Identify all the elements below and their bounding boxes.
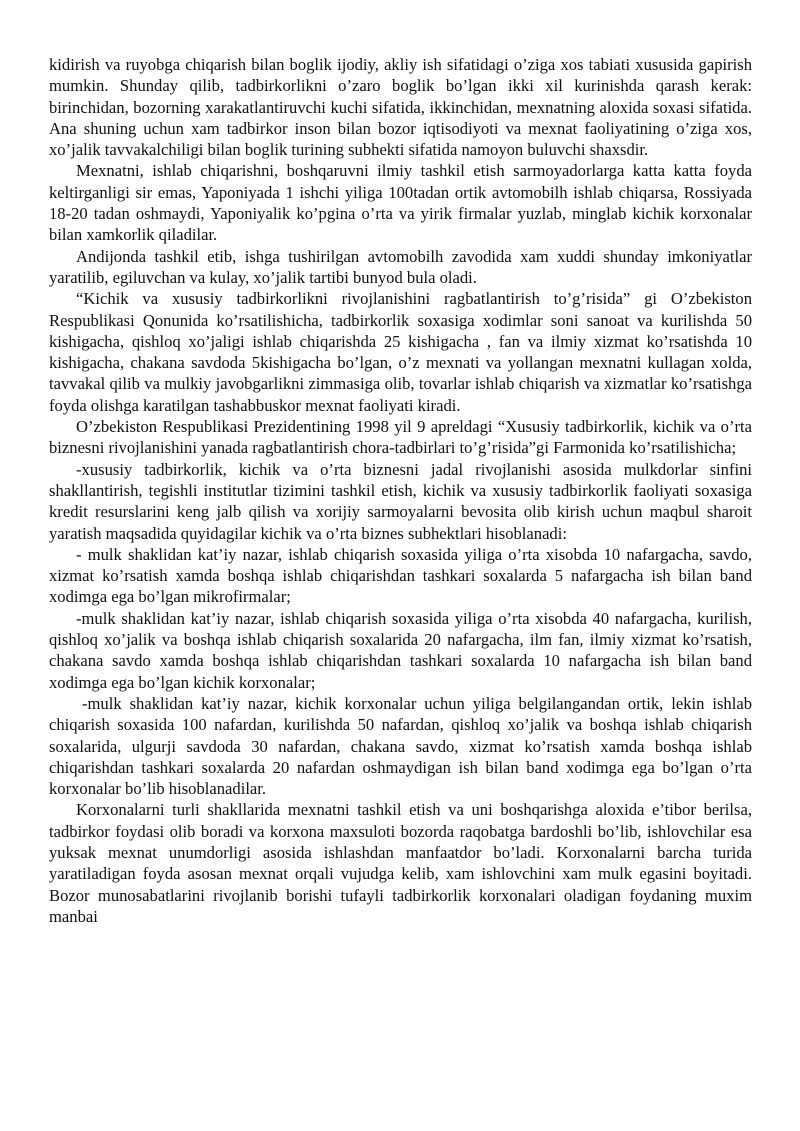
paragraph-4: “Kichik va xususiy tadbirkorlikni rivojlanishini ragbatlantirish to’g’risida” gi O’zbekiston Respublikasi Qonunida ko’rsatilishicha, tadbirkorlik soxasiga xodimlar soni sanoat va kurilishda 50 kishigacha, qishloq xo’jaligi ishlab chiqarishda 25 kishigacha , fan va ilmiy xizmat ko’rsatishda 10 kishigacha, chakana savdoda 5kishigacha bo’lgan, o’z mexnati va yollangan mexnatni kullagan xolda, tavvakal qilib va mulkiy javobgarlikni zimmasiga olib, tovarlar ishlab chiqarish va xizmatlar ko’rsatishga foyda olishga karatilgan tashabbuskor mexnat faoliyati kiradi. — [49, 289, 752, 415]
paragraph-7: - mulk shaklidan kat’iy nazar, ishlab chiqarish soxasida yiliga o’rta xisobda 10 nafargacha, savdo, xizmat ko’rsatish xamda boshqa ishlab chiqarishdan tashkari soxalarda 5 nafargacha ish bilan band xodimga ega bo’lgan mikrofirmalar; — [49, 544, 752, 607]
paragraph-3: Andijonda tashkil etib, ishga tushirilgan avtomobilh zavodida xam xuddi shunday imkoniyatlar yaratilib, egiluvchan va kulay, xo’jalik tartibi bunyod bula oladi. — [49, 246, 752, 287]
paragraph-10: Korxonalarni turli shakllarida mexnatni tashkil etish va uni boshqarishga aloxida e’tibor berilsa, tadbirkor foydasi olib boradi va korxona maxsuloti bozorda raqobatga bardoshli bo’lib, ishlovchilar esa yuksak mexnat unumdorligi asosida ishlashdan manfaatdor bo’ladi. Korxonalarni barcha turida yaratiladigan foyda asosan mexnat orqali vujudga kelib, xam ishlovchini xam mulk egasini boyitadi. Bozor munosabatlarini rivojlanib borishi tufayli tadbirkorlik korxonalari oladigan foydaning muxim manbai — [49, 800, 752, 926]
paragraph-9: -mulk shaklidan kat’iy nazar, kichik korxonalar uchun yiliga belgilangandan ortik, lekin ishlab chiqarish soxasida 100 nafardan, kurilishda 50 nafardan, qishloq xo’jalik va boshqa ishlab chiqarish soxalarida, ulgurji savdoda 30 nafardan, chakana savdo, xizmat ko’rsatish xamda boshqa ishlab chiqarishdan tashkari soxalarda 20 nafardan oshmaydigan ish bilan band xodimga ega bo’lgan o’rta korxonalar bo’lib hisoblanadilar. — [49, 693, 752, 799]
document-page — [49, 54, 752, 927]
paragraph-1: kidirish va ruyobga chiqarish bilan boglik ijodiy, akliy ish sifatidagi o’ziga xos tabiati xususida gapirish mumkin. Shunday qilib, tadbirkorlikni o’zaro boglik bo’lgan ikki xil kurinishda qarash kerak: birinchidan, bozorning xarakatlantiruvchi kuchi sifatida, ikkinchidan, mexnatning aloxida soxasi sifatida. Ana shuning uchun xam tadbirkor inson bilan bozor iqtisodiyoti va mexnat faoliyatining o’ziga xos, xo’jalik tavvakalchiligi bilan boglik turining subhekti sifatida namoyon buluvchi shaxsdir. — [49, 55, 752, 160]
paragraph-5: O’zbekiston Respublikasi Prezidentining 1998 yil 9 apreldagi “Xususiy tadbirkorlik, kichik va o’rta biznesni rivojlanishini yanada ragbatlantirish chora-tadbirlari to’g’risida”gi Farmonida ko’rsatilishicha; — [49, 417, 752, 458]
paragraph-2: Mexnatni, ishlab chiqarishni, boshqaruvni ilmiy tashkil etish sarmoyadorlarga katta katta foyda keltirganligi sir emas, Yaponiyada 1 ishchi yiliga 100tadan ortik avtomobilh ishlab chiqarsa, Rossiyada 18-20 tadan oshmaydi, Yaponiyalik ko’pgina o’rta va yirik firmalar yuzlab, minglab kichik korxonalar bilan xamkorlik qiladilar. — [49, 161, 752, 245]
paragraph-6: -xususiy tadbirkorlik, kichik va o’rta biznesni jadal rivojlanishi asosida mulkdorlar sinfini shakllantirish, tegishli institutlar tizimini tashkil etish, kichik va xususiy tadbirkorlik faoliyati soxasiga kredit resurslarini keng jalb qilish va xorijiy sarmoyalarni bevosita olib kirish uchun maqbul sharoit yaratish maqsadida quyidagilar kichik va o’rta biznes subhektlari hisoblanadi: — [49, 459, 752, 543]
paragraph-8: -mulk shaklidan kat’iy nazar, ishlab chiqarish soxasida yiliga o’rta xisobda 40 nafargacha, kurilish, qishloq xo’jalik va boshqa ishlab chiqarish soxalarida 20 nafargacha, ilm fan, ilmiy xizmat ko’rsatish, chakana savdo xamda boshqa ishlab chiqarishdan tashkari soxalarda 10 nafargacha ish bilan band xodimga ega bo’lgan kichik korxonalar; — [49, 608, 752, 692]
